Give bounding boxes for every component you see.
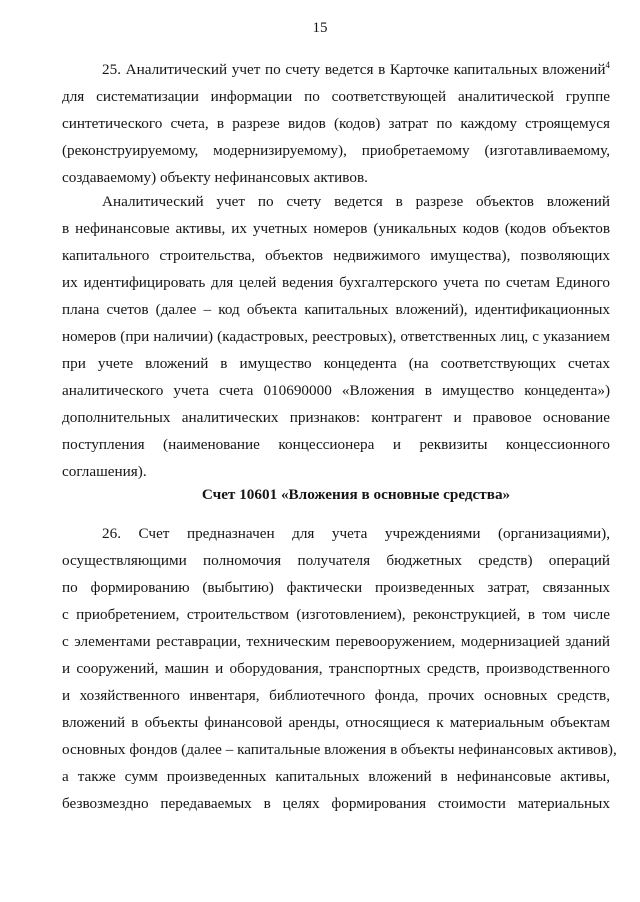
paragraph-line: безвозмездно передаваемых в целях формирования стоимости материальных xyxy=(62,795,610,812)
paragraph-line: с приобретением, строительством (изготовлением), реконструкцией, в том числе xyxy=(62,606,610,623)
paragraph-line: для систематизации информации по соответствующей аналитической группе xyxy=(62,88,610,105)
paragraph-26 xyxy=(62,520,617,817)
paragraph-line: в нефинансовые активы, их учетных номеров (уникальных кодов (кодов объектов xyxy=(62,220,610,237)
paragraph-line: дополнительных аналитических признаков: контрагент и правовое основание xyxy=(62,409,610,426)
paragraph-line: и сооружений, машин и оборудования, транспортных средств, производственного xyxy=(62,660,610,677)
section-heading: Счет 10601 «Вложения в основные средства» xyxy=(201,486,511,503)
paragraph-line: с элементами реставрации, техническим перевооружением, модернизацией зданий xyxy=(62,633,610,650)
paragraph-25 xyxy=(62,56,610,191)
paragraph-line: Аналитический учет по счету ведется в разрезе объектов вложений xyxy=(102,193,610,210)
paragraph-line: поступления (наименование концессионера и реквизиты концессионного xyxy=(62,436,610,453)
paragraph-line: вложений в объекты финансовой аренды, относящиеся к материальным объектам xyxy=(62,714,610,731)
page-number: 15 xyxy=(312,20,328,36)
paragraph-line: синтетического счета, в разрезе видов (кодов) затрат по каждому строящемуся xyxy=(62,115,610,132)
paragraph-analytical-accounting xyxy=(62,188,610,485)
paragraph-line: осуществляющими полномочия получателя бюджетных средств) операций xyxy=(62,552,610,569)
paragraph-line: капитального строительства, объектов недвижимого имущества), позволяющих xyxy=(62,247,610,264)
paragraph-line xyxy=(62,56,610,83)
paragraph-line: 26. Счет предназначен для учета учреждениями (организациями), xyxy=(102,525,610,542)
section-heading-container xyxy=(62,481,610,508)
paragraph-line: плана счетов (далее – код объекта капитальных вложений), идентификационных xyxy=(62,301,610,318)
paragraph-line: (реконструируемому, модернизируемому), приобретаемому (изготавливаемому, xyxy=(62,142,610,159)
paragraph-line: создаваемому) объекту нефинансовых активов. xyxy=(62,169,368,186)
paragraph-line: их идентифицировать для целей ведения бухгалтерского учета по счетам Единого xyxy=(62,274,610,291)
paragraph-line: а также сумм произведенных капитальных вложений в нефинансовые активы, xyxy=(62,768,610,785)
paragraph-line: соглашения). xyxy=(62,463,147,480)
paragraph-line: основных фондов (далее – капитальные вложения в объекты нефинансовых активов), xyxy=(62,741,617,758)
paragraph-line: аналитического учета счета 010690000 «Вложения в имущество концедента») xyxy=(62,382,610,399)
paragraph-line: при учете вложений в имущество концедента (на соответствующих счетах xyxy=(62,355,610,372)
footnote-reference: 4 xyxy=(605,60,610,70)
paragraph-line: и хозяйственного инвентаря, библиотечного фонда, прочих основных средств, xyxy=(62,687,610,704)
paragraph-line-text: 25. Аналитический учет по счету ведется в Карточке капитальных вложений xyxy=(102,61,606,78)
paragraph-line: по формированию (выбытию) фактически произведенных затрат, связанных xyxy=(62,579,610,596)
paragraph-line: номеров (при наличии) (кадастровых, реестровых), ответственных лиц, с указанием xyxy=(62,328,610,345)
